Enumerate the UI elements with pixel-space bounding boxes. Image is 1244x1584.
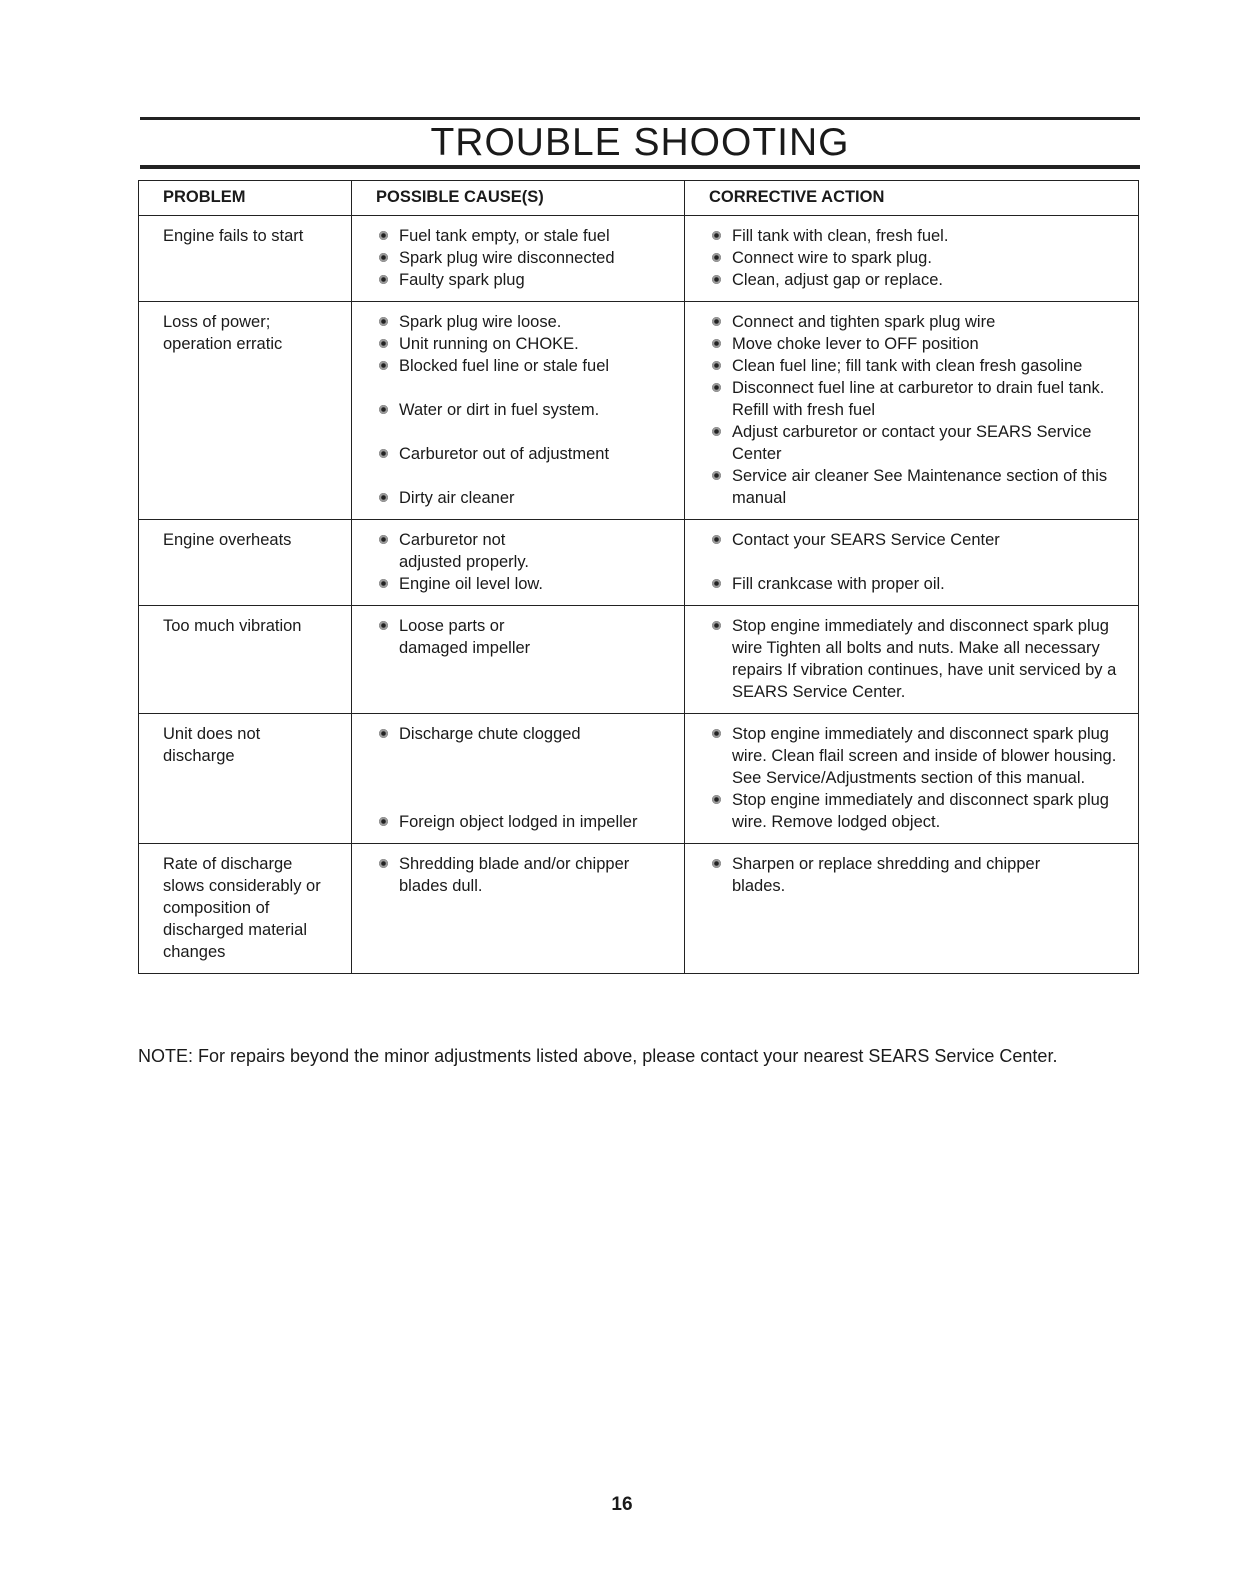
action-item: Stop engine immediately and disconnect spark plug wire Tighten all bolts and nuts. Make all necessary repairs If vibration continues, have unit serviced by a SEARS Service Center. [711, 615, 1128, 703]
table-row [139, 606, 1139, 714]
problem-text: changes [163, 943, 226, 961]
actions-cell [685, 606, 1139, 714]
action-item: Clean fuel line; fill tank with clean fresh gasoline [711, 355, 1128, 377]
problem-cell [139, 844, 352, 974]
header-possible-causes: POSSIBLE CAUSE(S) [352, 181, 685, 216]
action-item: Contact your SEARS Service Center [711, 529, 1128, 551]
action-item: Adjust carburetor or contact your SEARS Service Center [711, 421, 1128, 465]
problem-cell [139, 606, 352, 714]
header-corrective-action: CORRECTIVE ACTION [685, 181, 1139, 216]
actions-cell [685, 714, 1139, 844]
action-item: Disconnect fuel line at carburetor to drain fuel tank. Refill with fresh fuel [711, 377, 1128, 421]
action-item: Connect wire to spark plug. [711, 247, 1128, 269]
actions-cell [685, 844, 1139, 974]
causes-cell [352, 520, 685, 606]
page-number: 16 [611, 1494, 633, 1515]
problem-text: discharge [163, 747, 235, 765]
action-item: Stop engine immediately and disconnect spark plug wire. Remove lodged object. [711, 789, 1128, 833]
problem-cell [139, 302, 352, 520]
problem-text: Engine overheats [163, 531, 292, 549]
problem-text: Unit does not [163, 725, 261, 743]
table-row [139, 714, 1139, 844]
action-item: Service air cleaner See Maintenance section of this manual [711, 465, 1128, 509]
problem-text: composition of [163, 899, 270, 917]
action-item: Clean, adjust gap or replace. [711, 269, 1128, 291]
problem-text: Engine fails to start [163, 227, 304, 245]
problem-cell [139, 520, 352, 606]
action-item: Fill tank with clean, fresh fuel. [711, 225, 1128, 247]
cause-item: Engine oil level low. [378, 573, 674, 595]
problem-text: Too much vibration [163, 617, 302, 635]
cause-item: Carburetor out of adjustment [378, 443, 674, 465]
page-title: TROUBLE SHOOTING [430, 121, 850, 164]
causes-cell [352, 606, 685, 714]
cause-item: Loose parts or damaged impeller [378, 615, 674, 659]
table-row [139, 844, 1139, 974]
cause-item: Dirty air cleaner [378, 487, 674, 509]
cause-item: Faulty spark plug [378, 269, 674, 291]
header-problem: PROBLEM [139, 181, 352, 216]
cause-item: Spark plug wire disconnected [378, 247, 674, 269]
action-item: Stop engine immediately and disconnect spark plug wire. Clean flail screen and inside of blower housing. See Service/Adjustments section of this manual. [711, 723, 1128, 789]
problem-cell [139, 714, 352, 844]
action-item: Move choke lever to OFF position [711, 333, 1128, 355]
actions-cell [685, 216, 1139, 302]
table-row [139, 520, 1139, 606]
cause-item: Unit running on CHOKE. [378, 333, 674, 355]
causes-cell [352, 216, 685, 302]
problem-cell [139, 216, 352, 302]
problem-text: operation erratic [163, 335, 283, 353]
problem-text: discharged material [163, 921, 307, 939]
problem-text: slows considerably or [163, 877, 321, 895]
actions-cell [685, 520, 1139, 606]
cause-item: Foreign object lodged in impeller [378, 811, 674, 833]
cause-item: Shredding blade and/or chipper blades dull. [378, 853, 674, 897]
causes-cell [352, 714, 685, 844]
troubleshooting-table [138, 180, 1139, 974]
action-item: Connect and tighten spark plug wire [711, 311, 1128, 333]
table-row [139, 302, 1139, 520]
cause-item: Discharge chute clogged [378, 723, 674, 745]
title-bottom-rule [140, 165, 1140, 169]
repair-note: NOTE: For repairs beyond the minor adjustments listed above, please contact your nearest SEARS Service Center. [138, 1046, 1058, 1066]
action-item: Fill crankcase with proper oil. [711, 573, 1128, 595]
causes-cell [352, 302, 685, 520]
cause-item: Carburetor not adjusted properly. [378, 529, 674, 573]
causes-cell [352, 844, 685, 974]
cause-item: Water or dirt in fuel system. [378, 399, 674, 421]
table-row [139, 216, 1139, 302]
problem-text: Rate of discharge [163, 855, 293, 873]
table-header-row [139, 181, 1139, 216]
cause-item: Blocked fuel line or stale fuel [378, 355, 674, 377]
action-item: Sharpen or replace shredding and chipper blades. [711, 853, 1128, 897]
cause-item: Spark plug wire loose. [378, 311, 674, 333]
actions-cell [685, 302, 1139, 520]
cause-item: Fuel tank empty, or stale fuel [378, 225, 674, 247]
problem-text: Loss of power; [163, 313, 271, 331]
